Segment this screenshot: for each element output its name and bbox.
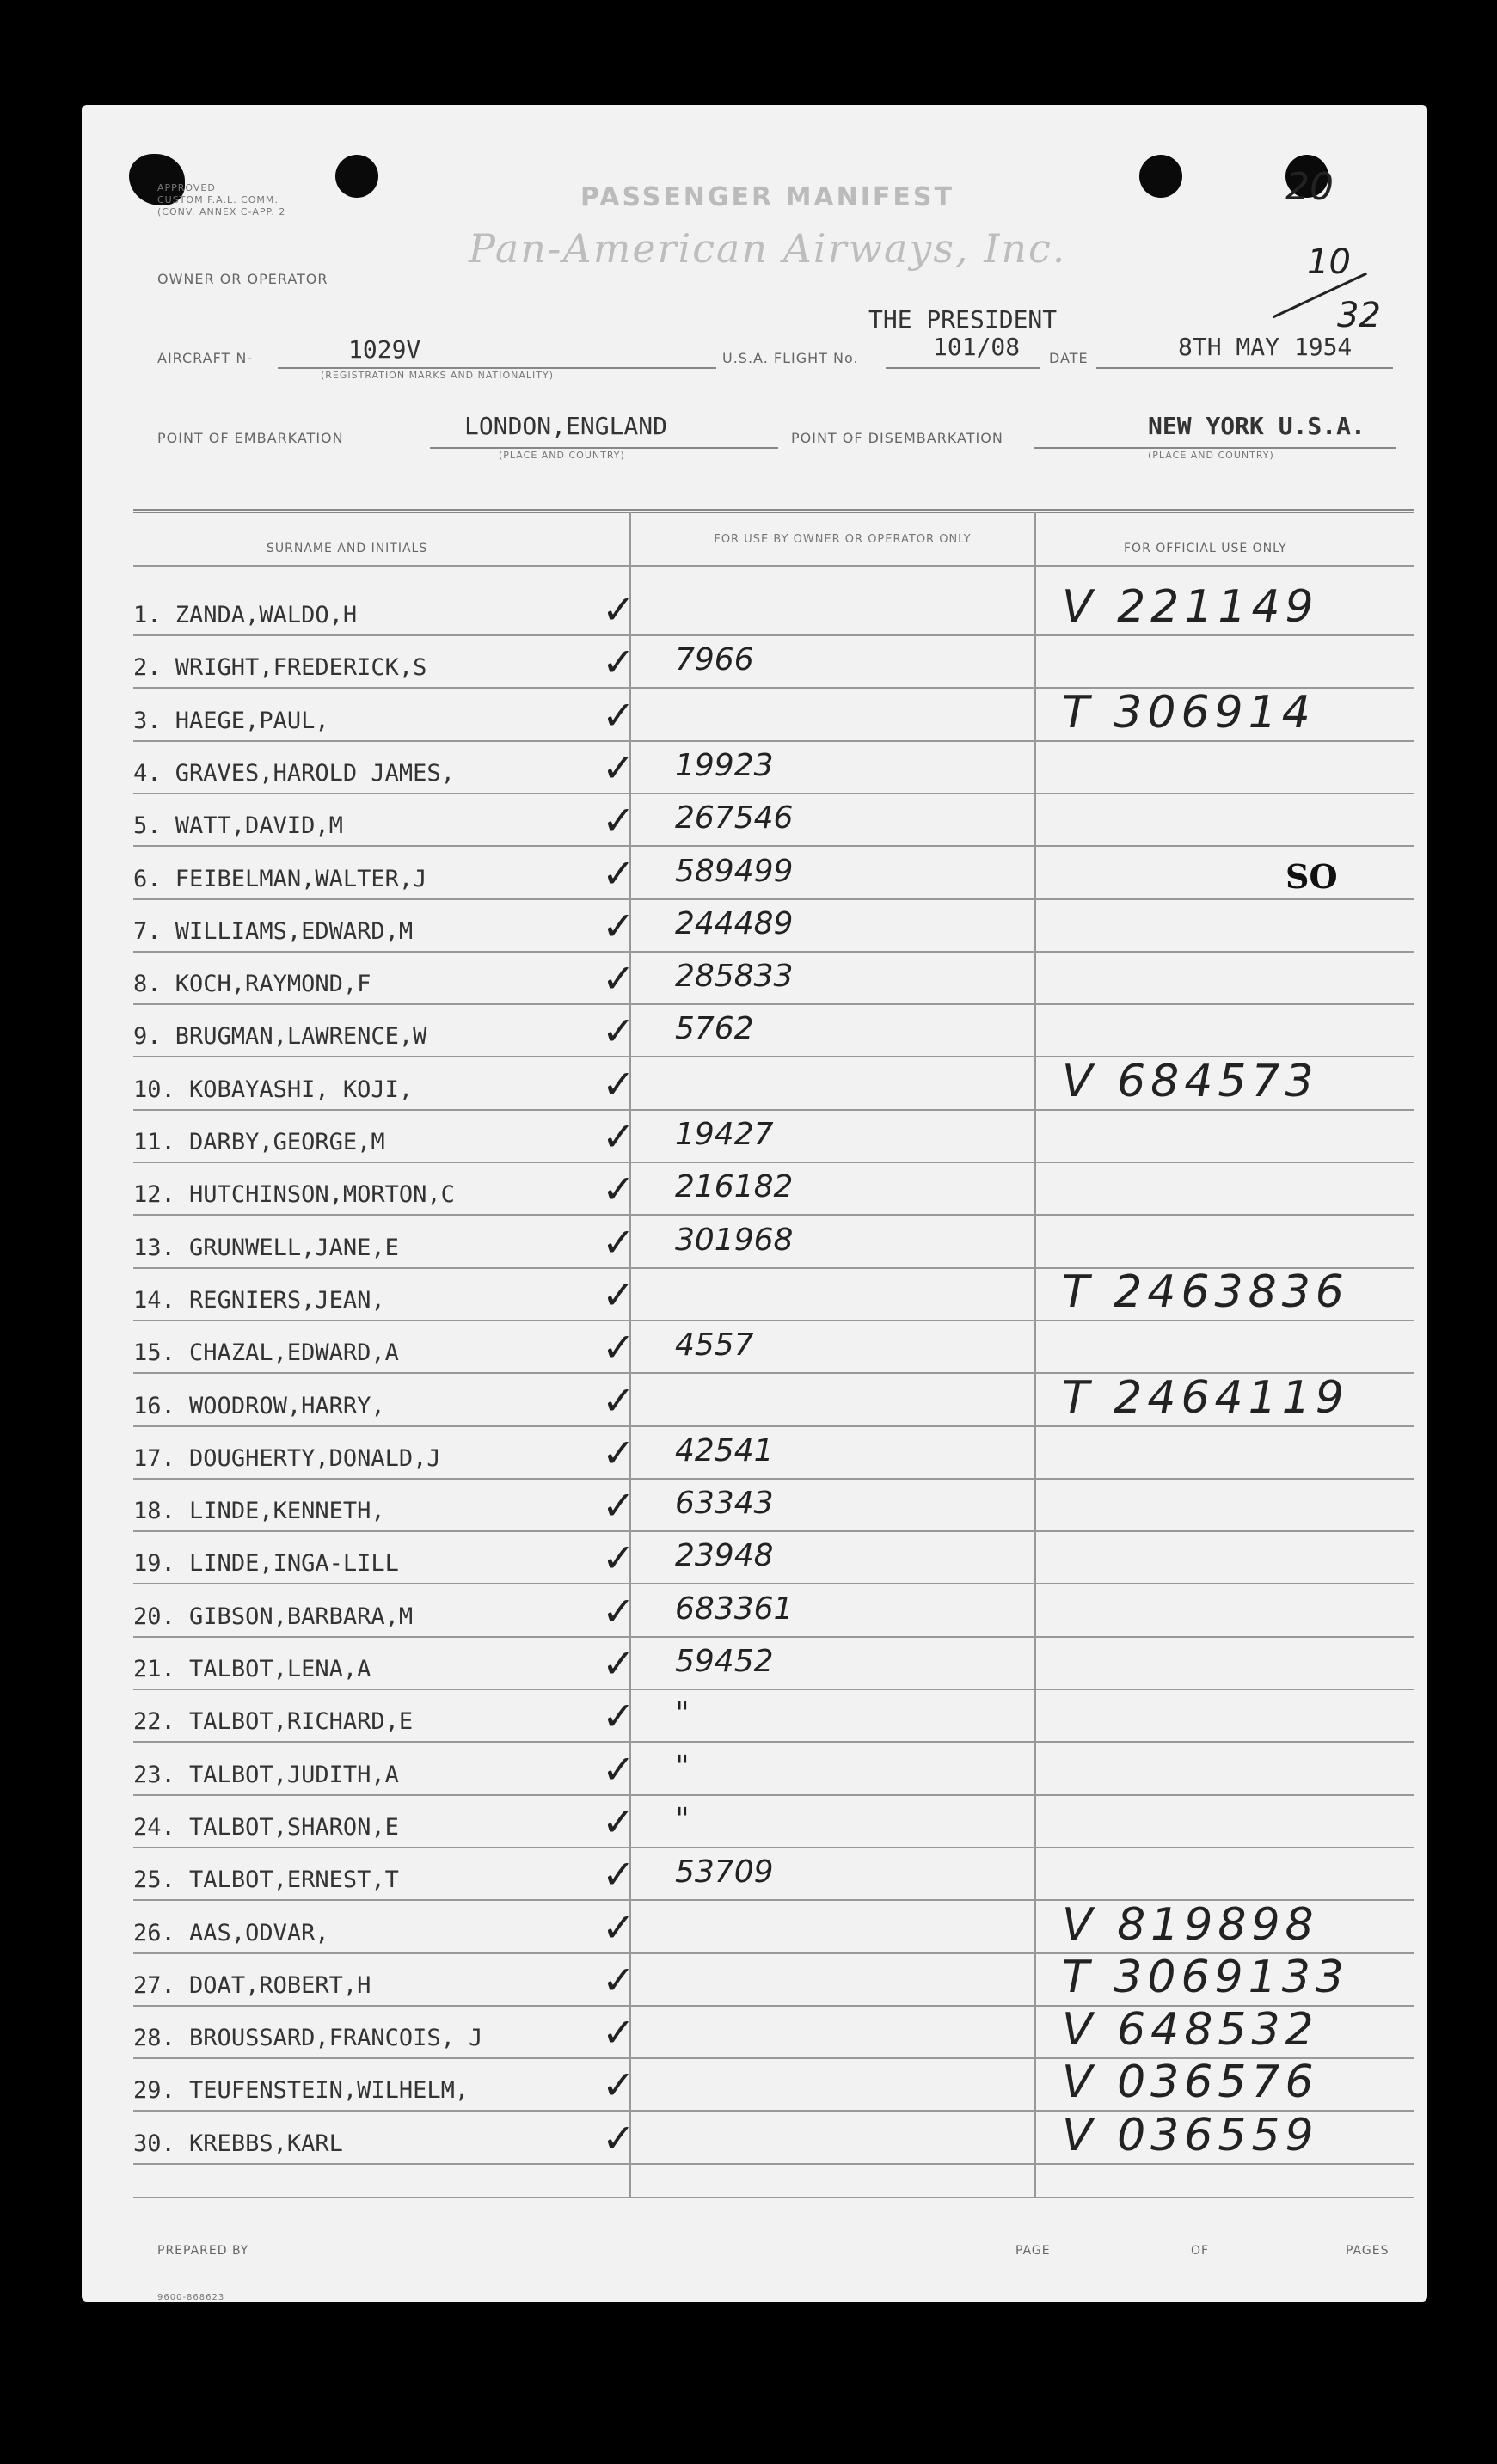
passenger-row — [82, 1113, 1427, 1165]
passenger-name — [133, 1814, 399, 1841]
passenger-number: 4. — [133, 760, 162, 787]
passenger-row — [82, 955, 1427, 1007]
row-rule — [133, 1425, 1414, 1427]
owner-note: 42541 — [675, 1433, 774, 1468]
punch-hole-right — [1139, 155, 1182, 198]
owner-note: 23948 — [675, 1538, 774, 1573]
check-mark-icon: ✓ — [602, 1430, 635, 1476]
passenger-number: 6. — [133, 866, 162, 892]
passenger-number: 5. — [133, 812, 162, 839]
passenger-name — [133, 2025, 482, 2051]
check-mark-icon: ✓ — [602, 1166, 635, 1212]
owner-note: " — [675, 1750, 690, 1785]
passenger-surname-initials: AAS,ODVAR, — [189, 1920, 329, 1946]
flight-name: THE PRESIDENT — [868, 305, 1058, 334]
row-rule — [133, 740, 1414, 742]
passenger-number: 27. — [133, 1972, 175, 1999]
passenger-surname-initials: BROUSSARD,FRANCOIS, J — [189, 2025, 483, 2051]
owner-label: OWNER OR OPERATOR — [157, 271, 328, 287]
check-mark-icon: ✓ — [602, 955, 635, 1002]
date-value: 8TH MAY 1954 — [1178, 333, 1353, 361]
passenger-number: 23. — [133, 1762, 175, 1788]
passenger-surname-initials: WOODROW,HARRY, — [189, 1393, 385, 1419]
check-mark-icon: ✓ — [602, 1851, 635, 1897]
row-rule — [133, 634, 1414, 636]
passenger-surname-initials: TALBOT,JUDITH,A — [189, 1762, 399, 1788]
passenger-surname-initials: TALBOT,SHARON,E — [189, 1814, 399, 1841]
passenger-name — [133, 1181, 455, 1208]
passenger-surname-initials: DARBY,GEORGE,M — [189, 1129, 385, 1155]
check-mark-icon: ✓ — [602, 797, 635, 843]
row-rule — [133, 1478, 1414, 1480]
check-mark-icon: ✓ — [602, 1272, 635, 1318]
passenger-number: 14. — [133, 1287, 175, 1314]
owner-note: 301968 — [675, 1223, 794, 1258]
punch-hole-left — [335, 155, 378, 198]
row-rule — [133, 951, 1414, 953]
official-note: V 648532 — [1062, 2004, 1319, 2056]
company-name: Pan-American Airways, Inc. — [469, 225, 1067, 272]
check-mark-icon: ✓ — [602, 1324, 635, 1370]
passenger-surname-initials: BRUGMAN,LAWRENCE,W — [175, 1023, 427, 1050]
flight-value: 101/08 — [933, 333, 1021, 361]
official-note: V 036576 — [1062, 2056, 1319, 2108]
table-top-rule — [133, 509, 1414, 513]
passenger-number: 25. — [133, 1866, 175, 1893]
check-mark-icon: ✓ — [602, 2062, 635, 2108]
check-mark-icon: ✓ — [602, 1008, 635, 1054]
embark-underline — [430, 447, 778, 449]
handwritten-corner: 20 — [1285, 165, 1334, 209]
passenger-row — [82, 1640, 1427, 1692]
official-note: T 306914 — [1062, 687, 1316, 739]
manifest-title: PASSENGER MANIFEST — [580, 182, 954, 212]
disembark-sub: (PLACE AND COUNTRY) — [1148, 450, 1274, 461]
row-rule — [133, 1162, 1414, 1163]
passenger-number: 18. — [133, 1498, 175, 1524]
owner-note: 19427 — [675, 1117, 774, 1152]
flight-label: U.S.A. FLIGHT No. — [722, 350, 859, 366]
passenger-name — [133, 1708, 413, 1735]
passenger-number: 7. — [133, 918, 162, 945]
official-note: T 2463836 — [1062, 1266, 1349, 1318]
passenger-surname-initials: HUTCHINSON,MORTON,C — [189, 1181, 455, 1208]
check-mark-icon: ✓ — [602, 1746, 635, 1793]
passenger-surname-initials: DOAT,ROBERT,H — [189, 1972, 371, 1999]
official-stamp: SO — [1285, 857, 1338, 896]
official-note: V 684573 — [1062, 1056, 1319, 1107]
row-rule — [133, 1109, 1414, 1111]
passenger-row — [82, 1952, 1427, 2008]
passenger-name — [133, 602, 357, 628]
check-mark-icon: ✓ — [602, 1640, 635, 1687]
passenger-row — [82, 581, 1427, 638]
passenger-row — [82, 1056, 1427, 1112]
check-mark-icon: ✓ — [602, 1377, 635, 1424]
passenger-name — [133, 1603, 413, 1630]
check-mark-icon: ✓ — [602, 586, 635, 633]
official-note: T 3069133 — [1062, 1952, 1349, 2003]
passenger-surname-initials: GRUNWELL,JANE,E — [189, 1235, 399, 1261]
passenger-row — [82, 1266, 1427, 1323]
passenger-row — [82, 2004, 1427, 2061]
manifest-sheet — [82, 105, 1427, 2302]
passenger-surname-initials: KOCH,RAYMOND,F — [175, 971, 371, 997]
row-rule — [133, 1636, 1414, 1638]
pages-label: PAGES — [1346, 2244, 1390, 2258]
date-label: DATE — [1049, 350, 1089, 366]
passenger-row — [82, 1693, 1427, 1744]
official-note: V 819898 — [1062, 1899, 1319, 1951]
check-mark-icon: ✓ — [602, 1957, 635, 2003]
passenger-surname-initials: KOBAYASHI, KOJI, — [189, 1076, 414, 1103]
passenger-name — [133, 1498, 385, 1524]
passenger-name — [133, 1445, 441, 1472]
check-mark-icon: ✓ — [602, 1588, 635, 1634]
row-rule — [133, 1847, 1414, 1848]
passenger-row — [82, 1166, 1427, 1217]
passenger-surname-initials: ZANDA,WALDO,H — [175, 602, 358, 628]
passenger-number: 22. — [133, 1708, 175, 1735]
row-rule — [133, 1214, 1414, 1216]
check-mark-icon: ✓ — [602, 1535, 635, 1581]
check-mark-icon: ✓ — [602, 1482, 635, 1529]
passenger-name — [133, 1920, 329, 1946]
passenger-name — [133, 2130, 343, 2157]
passenger-number: 13. — [133, 1235, 175, 1261]
passenger-number: 26. — [133, 1920, 175, 1946]
owner-note: 59452 — [675, 1644, 774, 1679]
passenger-surname-initials: WRIGHT,FREDERICK,S — [175, 654, 427, 681]
row-rule — [133, 1530, 1414, 1532]
passenger-name — [133, 1656, 371, 1683]
form-number: 9600-868623 — [157, 2293, 225, 2302]
owner-note: 5762 — [675, 1011, 754, 1046]
owner-note: 216182 — [675, 1169, 794, 1204]
passenger-row — [82, 850, 1427, 902]
passenger-row — [82, 1008, 1427, 1059]
flight-underline — [886, 367, 1040, 369]
passenger-surname-initials: FEIBELMAN,WALTER,J — [175, 866, 427, 892]
owner-note: 589499 — [675, 854, 794, 889]
form-code-line: (CONV. ANNEX C-APP. 2 — [157, 206, 286, 218]
passenger-surname-initials: TALBOT,ERNEST,T — [189, 1866, 399, 1893]
passenger-row — [82, 745, 1427, 796]
passenger-number: 1. — [133, 602, 162, 628]
passenger-number: 21. — [133, 1656, 175, 1683]
passenger-row — [82, 1372, 1427, 1429]
aircraft-label: AIRCRAFT N- — [157, 350, 254, 366]
owner-note: 19923 — [675, 748, 774, 783]
official-note: V 221149 — [1062, 581, 1319, 633]
passenger-surname-initials: TALBOT,RICHARD,E — [189, 1708, 414, 1735]
passenger-number: 15. — [133, 1339, 175, 1366]
owner-note: 4557 — [675, 1327, 754, 1363]
row-rule — [133, 1583, 1414, 1584]
disembark-value: NEW YORK U.S.A. — [1148, 412, 1365, 440]
row-rule — [133, 1741, 1414, 1743]
row-rule — [133, 2163, 1414, 2165]
passenger-name — [133, 918, 413, 945]
check-mark-icon: ✓ — [602, 2115, 635, 2161]
check-mark-icon: ✓ — [602, 1219, 635, 1266]
official-note: T 2464119 — [1062, 1372, 1349, 1424]
passenger-number: 11. — [133, 1129, 175, 1155]
passenger-number: 8. — [133, 971, 162, 997]
column-header-official: FOR OFFICIAL USE ONLY — [1124, 542, 1287, 555]
passenger-row — [82, 1799, 1427, 1850]
passenger-row — [82, 797, 1427, 849]
embark-sub: (PLACE AND COUNTRY) — [499, 450, 625, 461]
passenger-number: 16. — [133, 1393, 175, 1419]
row-rule — [133, 845, 1414, 847]
passenger-row — [82, 1482, 1427, 1534]
passenger-number: 12. — [133, 1181, 175, 1208]
row-rule — [133, 1689, 1414, 1690]
row-rule — [133, 898, 1414, 900]
prepared-label: PREPARED BY — [157, 2244, 249, 2258]
passenger-row — [82, 1535, 1427, 1586]
passenger-name — [133, 708, 329, 734]
check-mark-icon: ✓ — [602, 1693, 635, 1739]
passenger-number: 3. — [133, 708, 162, 734]
passenger-name — [133, 1129, 385, 1155]
check-mark-icon: ✓ — [602, 903, 635, 949]
check-mark-icon: ✓ — [602, 1799, 635, 1845]
passenger-name — [133, 1023, 426, 1050]
passenger-surname-initials: GRAVES,HAROLD JAMES, — [175, 760, 455, 787]
passenger-row — [82, 1899, 1427, 1956]
passenger-number: 29. — [133, 2077, 175, 2104]
passenger-name — [133, 1235, 399, 1261]
passenger-name — [133, 1393, 385, 1419]
passenger-surname-initials: CHAZAL,EDWARD,A — [189, 1339, 399, 1366]
embark-label: POINT OF EMBARKATION — [157, 430, 344, 446]
passenger-number: 10. — [133, 1076, 175, 1103]
passenger-surname-initials: HAEGE,PAUL, — [175, 708, 329, 734]
passenger-number: 28. — [133, 2025, 175, 2051]
passenger-name — [133, 654, 426, 681]
passenger-number: 2. — [133, 654, 162, 681]
owner-note: 267546 — [675, 800, 794, 836]
aircraft-sub: (REGISTRATION MARKS AND NATIONALITY) — [321, 370, 555, 381]
passenger-row — [82, 2056, 1427, 2113]
passenger-name — [133, 1972, 371, 1999]
table-bottom-rule — [133, 2197, 1414, 2198]
passenger-name — [133, 2077, 469, 2104]
passenger-name — [133, 866, 426, 892]
owner-note: 285833 — [675, 959, 794, 994]
row-rule — [133, 793, 1414, 794]
embark-value: LONDON,ENGLAND — [464, 412, 668, 440]
owner-note: 683361 — [675, 1591, 794, 1627]
passenger-row — [82, 2110, 1427, 2167]
passenger-surname-initials: REGNIERS,JEAN, — [189, 1287, 385, 1314]
passenger-surname-initials: LINDE,INGA-LILL — [189, 1550, 399, 1577]
check-mark-icon: ✓ — [602, 1113, 635, 1160]
passenger-surname-initials: TEUFENSTEIN,WILHELM, — [189, 2077, 469, 2104]
aircraft-value: 1029V — [348, 335, 421, 364]
passenger-row — [82, 687, 1427, 744]
owner-note: 63343 — [675, 1486, 774, 1521]
passenger-name — [133, 1550, 399, 1577]
check-mark-icon: ✓ — [602, 2009, 635, 2056]
row-rule — [133, 1794, 1414, 1796]
check-mark-icon: ✓ — [602, 850, 635, 897]
handwritten-total: 32 — [1337, 296, 1381, 335]
disembark-underline — [1034, 447, 1396, 449]
passenger-row — [82, 1851, 1427, 1903]
header-rule — [133, 565, 1414, 567]
owner-note: 53709 — [675, 1854, 774, 1890]
passenger-number: 30. — [133, 2130, 175, 2157]
passenger-surname-initials: GIBSON,BARBARA,M — [189, 1603, 414, 1630]
passenger-row — [82, 1588, 1427, 1640]
page-label: PAGE — [1015, 2244, 1051, 2258]
passenger-number: 24. — [133, 1814, 175, 1841]
passenger-number: 19. — [133, 1550, 175, 1577]
passenger-name — [133, 812, 343, 839]
form-code — [157, 182, 285, 218]
check-mark-icon: ✓ — [602, 1061, 635, 1107]
column-header-names: SURNAME AND INITIALS — [267, 542, 428, 555]
passenger-name — [133, 1076, 413, 1103]
official-note: V 036559 — [1062, 2110, 1319, 2161]
passenger-surname-initials: KREBBS,KARL — [189, 2130, 343, 2157]
passenger-row — [82, 639, 1427, 690]
passenger-number: 20. — [133, 1603, 175, 1630]
check-mark-icon: ✓ — [602, 692, 635, 739]
passenger-row — [82, 1746, 1427, 1798]
passenger-name — [133, 971, 371, 997]
passenger-row — [82, 903, 1427, 954]
owner-note: " — [675, 1802, 690, 1837]
owner-note: 7966 — [675, 642, 754, 677]
row-rule — [133, 1003, 1414, 1005]
passenger-name — [133, 1762, 399, 1788]
passenger-surname-initials: TALBOT,LENA,A — [189, 1656, 371, 1683]
passenger-name — [133, 1287, 385, 1314]
passenger-number: 9. — [133, 1023, 162, 1050]
passenger-row — [82, 1324, 1427, 1376]
passenger-surname-initials: WATT,DAVID,M — [175, 812, 343, 839]
passenger-surname-initials: LINDE,KENNETH, — [189, 1498, 385, 1524]
passenger-row — [82, 1219, 1427, 1271]
check-mark-icon: ✓ — [602, 745, 635, 791]
aircraft-underline — [278, 367, 716, 369]
disembark-label: POINT OF DISEMBARKATION — [791, 430, 1003, 446]
passenger-number: 17. — [133, 1445, 175, 1472]
passenger-row — [82, 1430, 1427, 1481]
passenger-surname-initials: WILLIAMS,EDWARD,M — [175, 918, 414, 945]
passenger-name — [133, 1339, 399, 1366]
handwritten-page: 10 — [1307, 242, 1351, 282]
column-header-owner: FOR USE BY OWNER OR OPERATOR ONLY — [714, 533, 972, 546]
passenger-name — [133, 1866, 399, 1893]
owner-note: 244489 — [675, 906, 794, 941]
form-code-line: CUSTOM F.A.L. COMM. — [157, 194, 279, 205]
of-label: OF — [1191, 2244, 1210, 2258]
check-mark-icon: ✓ — [602, 639, 635, 685]
form-code-line: APPROVED — [157, 182, 216, 193]
check-mark-icon: ✓ — [602, 1904, 635, 1951]
owner-note: " — [675, 1696, 690, 1732]
passenger-name — [133, 760, 455, 787]
date-underline — [1096, 367, 1393, 369]
passenger-surname-initials: DOUGHERTY,DONALD,J — [189, 1445, 441, 1472]
row-rule — [133, 1320, 1414, 1321]
